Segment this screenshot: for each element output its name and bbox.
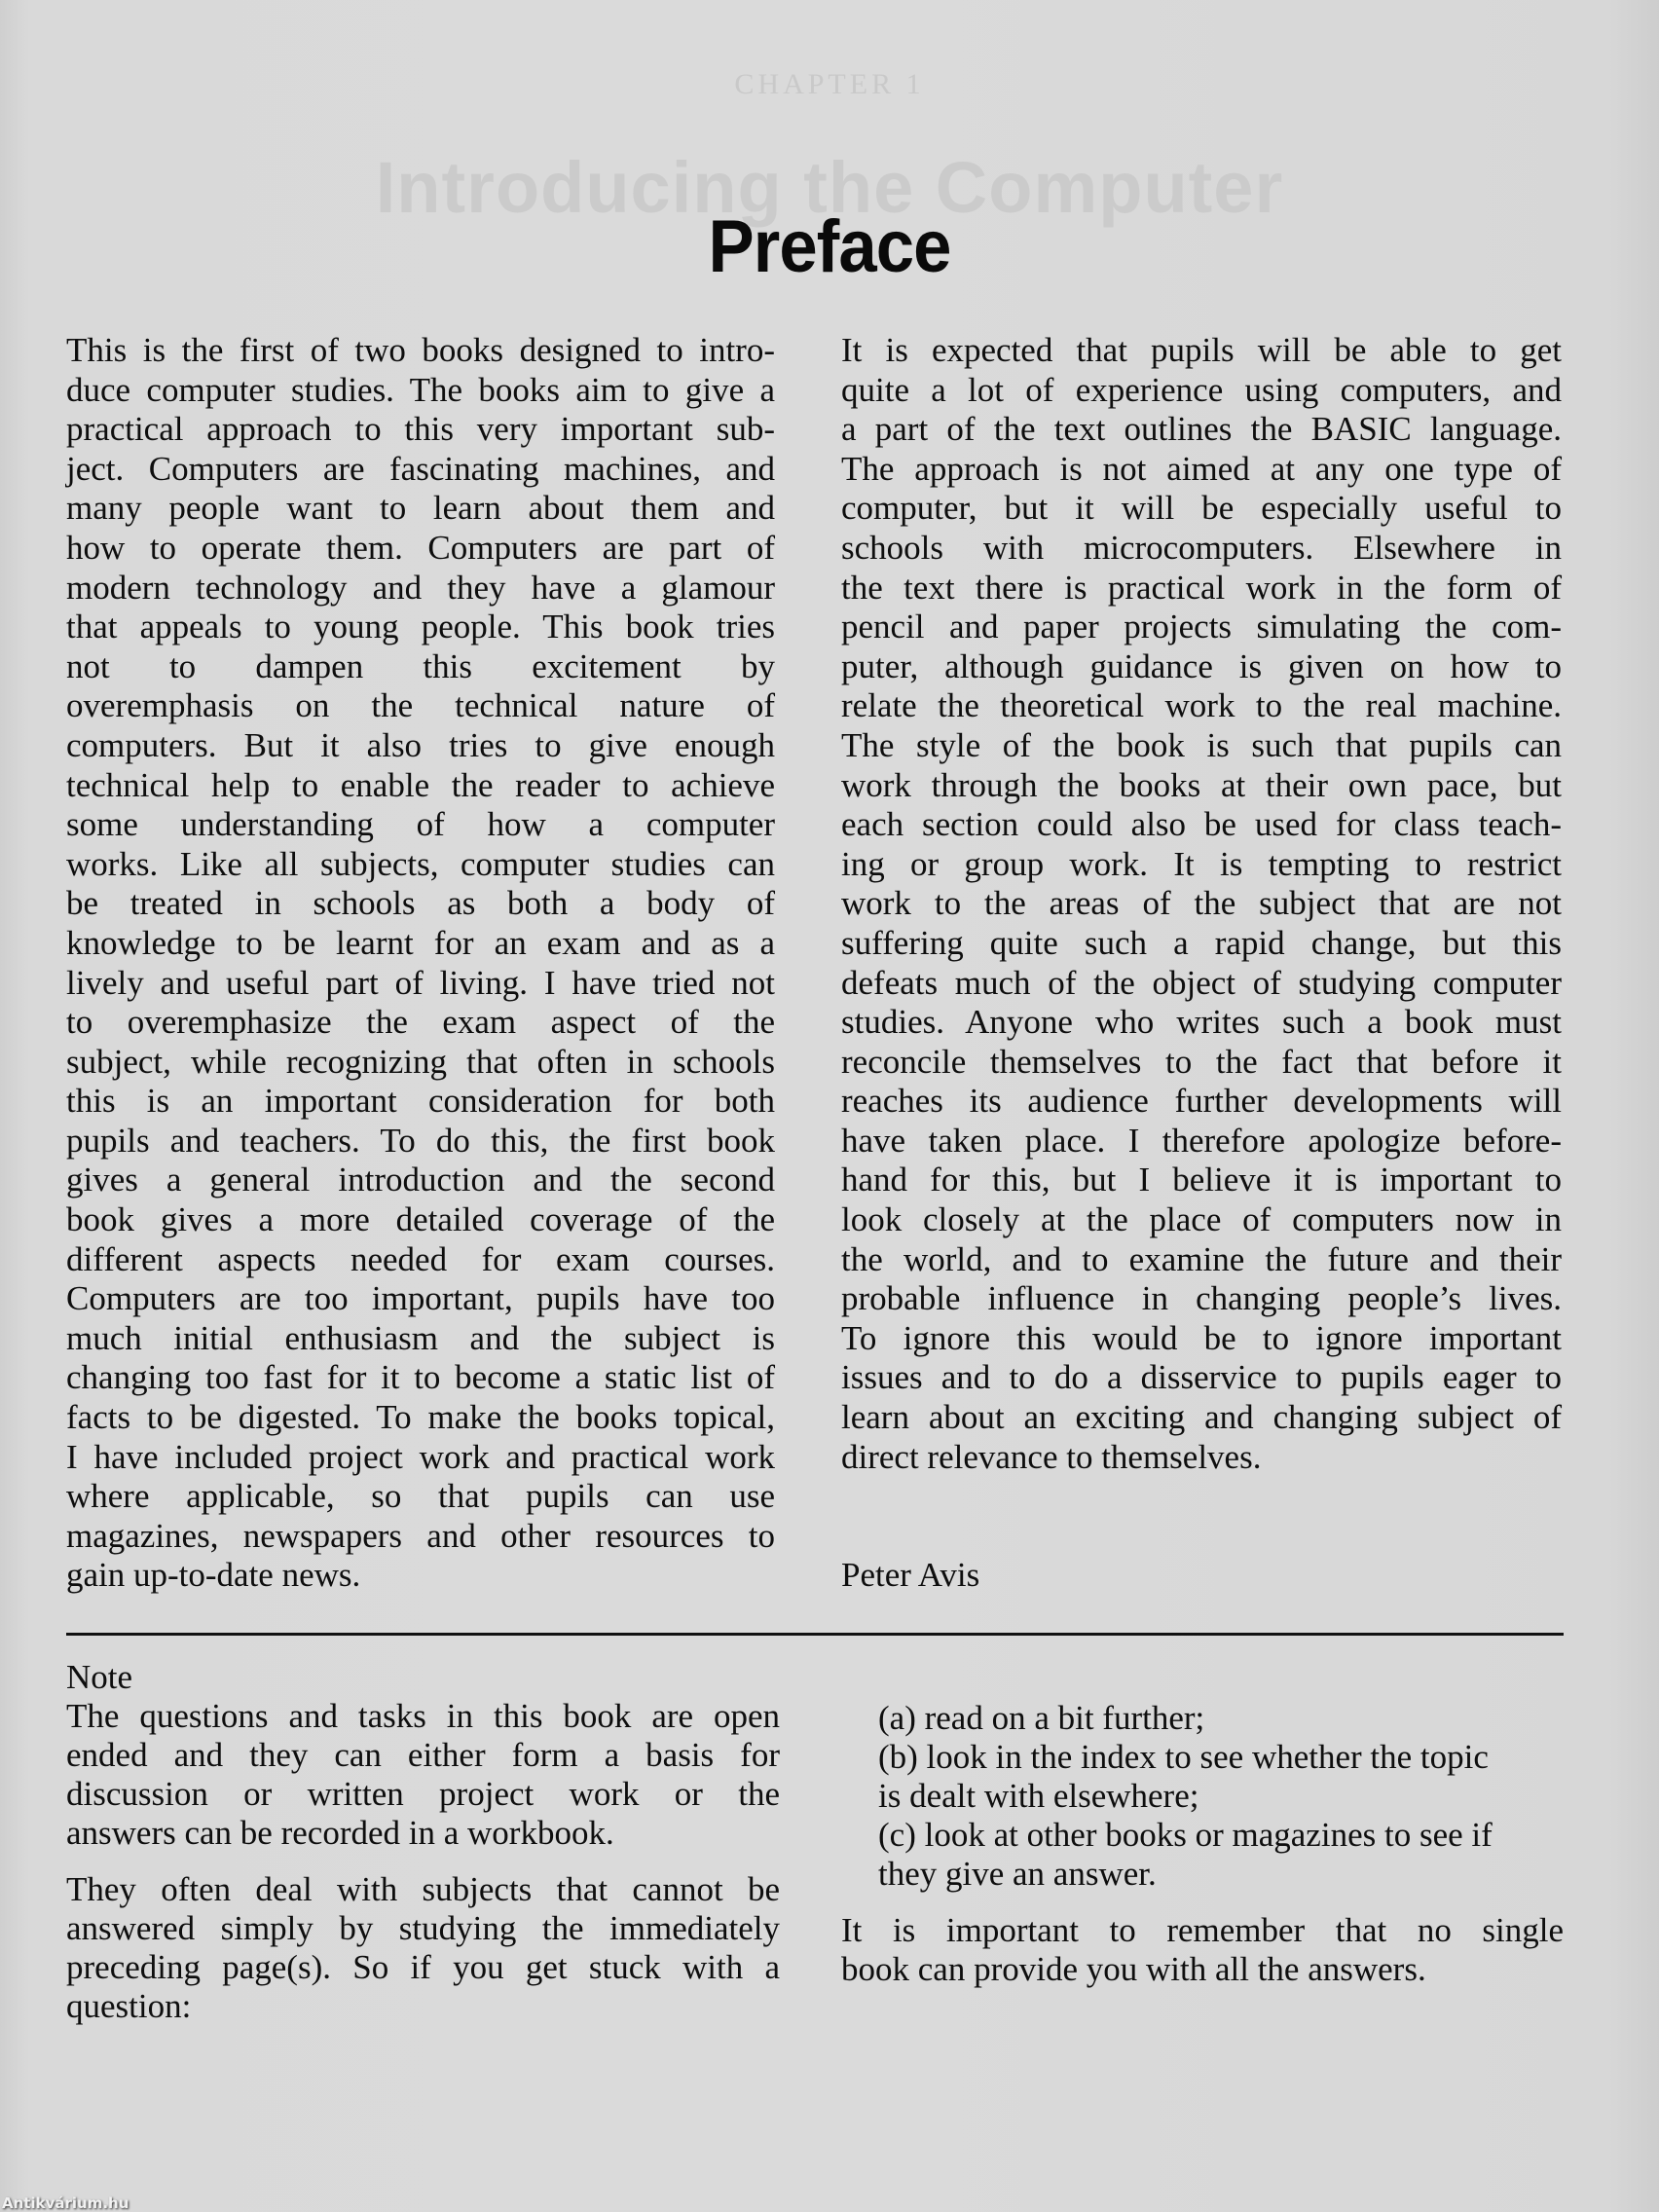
text-line: where applicable, so that pupils can use [66,1477,775,1516]
text-line: knowledge to be learnt for an exam and as a [66,923,775,962]
show-through-chapter-title: Introducing the Computer [375,147,1284,228]
text-line: gain up-to-date news. [66,1556,361,1595]
text-line: have taken place. I therefore apologize before- [841,1121,1562,1160]
text-line: reaches its audience further developments will [841,1082,1562,1121]
source-watermark: Antikvárium.hu [2,2194,129,2212]
text-line: to overemphasize the exam aspect of the [66,1003,775,1042]
text-line: issues and to do a disservice to pupils eager to [841,1358,1562,1397]
text-line: hand for this, but I believe it is important to [841,1161,1562,1199]
list-item-b-continued: is dealt with elsewhere; [878,1777,1199,1815]
text-line: how to operate them. Computers are part of [66,528,775,567]
text-line: defeats much of the object of studying computer [841,963,1562,1002]
text-line: technical help to enable the reader to achieve [66,765,775,804]
text-line: each section could also be used for class teach- [841,805,1562,844]
text-line: ended and they can either form a basis for [66,1736,780,1774]
text-line: studies. Anyone who writes such a book must [841,1003,1562,1042]
text-line: practical approach to this very important sub- [66,410,775,449]
list-item-b: (b) look in the index to see whether the topic [878,1738,1489,1776]
text-line: answered simply by studying the immediately [66,1909,780,1947]
text-line: It is expected that pupils will be able to get [841,331,1562,369]
text-line: The style of the book is such that pupils can [841,725,1562,764]
text-line: the text there is practical work in the form of [841,568,1562,607]
text-line: work to the areas of the subject that are not [841,884,1562,923]
text-line: facts to be digested. To make the books topical, [66,1398,775,1437]
text-line: gives a general introduction and the second [66,1161,775,1199]
text-line: lively and useful part of living. I have tried not [66,963,775,1002]
text-line: relate the theoretical work to the real machine. [841,686,1562,725]
text-line: The approach is not aimed at any one type of [841,449,1562,488]
text-line: magazines, newspapers and other resources to [66,1516,775,1555]
text-line: They often deal with subjects that cannot be [66,1870,780,1908]
text-line: Computers are too important, pupils have too [66,1279,775,1318]
text-line: It is important to remember that no single [841,1911,1564,1949]
text-line: book gives a more detailed coverage of the [66,1200,775,1239]
text-line: puter, although guidance is given on how to [841,646,1562,685]
text-line: not to dampen this excitement by [66,646,775,685]
author-signature: Peter Avis [841,1556,980,1594]
text-line: I have included project work and practical work [66,1437,775,1476]
text-line: pupils and teachers. To do this, the first book [66,1121,775,1160]
text-line: probable influence in changing people’s lives. [841,1279,1562,1318]
text-line: quite a lot of experience using computers, and [841,370,1562,409]
text-line: modern technology and they have a glamour [66,568,775,607]
text-line: subject, while recognizing that often in schools [66,1042,775,1081]
text-line: duce computer studies. The books aim to give a [66,370,775,409]
text-line: work through the books at their own pace, but [841,765,1562,804]
note-right-column [841,1699,1564,2007]
page-title: Preface [708,204,951,288]
section-divider [66,1633,1564,1636]
note-left-column [66,1658,780,2044]
text-line: much initial enthusiasm and the subject is [66,1318,775,1357]
list-item-c-continued: they give an answer. [878,1855,1157,1893]
text-line: that appeals to young people. This book tries [66,608,775,646]
text-line: computers. But it also tries to give enough [66,725,775,764]
text-line: answers can be recorded in a workbook. [66,1814,614,1852]
text-line: be treated in schools as both a body of [66,884,775,923]
text-line: suffering quite such a rapid change, but this [841,923,1562,962]
text-line: To ignore this would be to ignore important [841,1318,1562,1357]
text-line: schools with microcomputers. Elsewhere in [841,528,1562,567]
note-closing-paragraph [841,1911,1564,1989]
text-line: The questions and tasks in this book are open [66,1697,780,1735]
text-line: different aspects needed for exam courses. [66,1239,775,1278]
text-line: look closely at the place of computers now in [841,1200,1562,1239]
text-line: preceding page(s). So if you get stuck with a [66,1948,780,1986]
text-line: direct relevance to themselves. [841,1437,1262,1476]
note-paragraph-1 [66,1697,780,1853]
show-through-chapter-heading: CHAPTER 1 [734,68,925,100]
text-line: book can provide you with all the answers. [841,1950,1426,1988]
text-line: changing too fast for it to become a static list of [66,1358,775,1397]
note-paragraph-2 [66,1870,780,2026]
text-line: many people want to learn about them and [66,489,775,528]
text-line: discussion or written project work or the [66,1775,780,1813]
text-line: overemphasis on the technical nature of [66,686,775,725]
text-line: This is the first of two books designed to intro- [66,331,775,369]
list-item-c: (c) look at other books or magazines to see if [878,1816,1493,1854]
text-line: ject. Computers are fascinating machines, and [66,449,775,488]
preface-left-column [66,331,775,1596]
text-line: the world, and to examine the future and their [841,1239,1562,1278]
note-heading: Note [66,1658,133,1696]
note-suggestion-list [878,1699,1564,1894]
text-line: works. Like all subjects, computer studies can [66,844,775,883]
text-line: a part of the text outlines the BASIC language. [841,410,1562,449]
text-line: pencil and paper projects simulating the com- [841,608,1562,646]
text-line: this is an important consideration for both [66,1082,775,1121]
text-line: some understanding of how a computer [66,805,775,844]
list-item-a: (a) read on a bit further; [878,1699,1205,1737]
text-line: question: [66,1987,192,2025]
text-line: reconcile themselves to the fact that before it [841,1042,1562,1081]
text-line: computer, but it will be especially useful to [841,489,1562,528]
text-line: learn about an exciting and changing subject of [841,1398,1562,1437]
text-line: ing or group work. It is tempting to restrict [841,844,1562,883]
preface-right-column [841,331,1562,1477]
